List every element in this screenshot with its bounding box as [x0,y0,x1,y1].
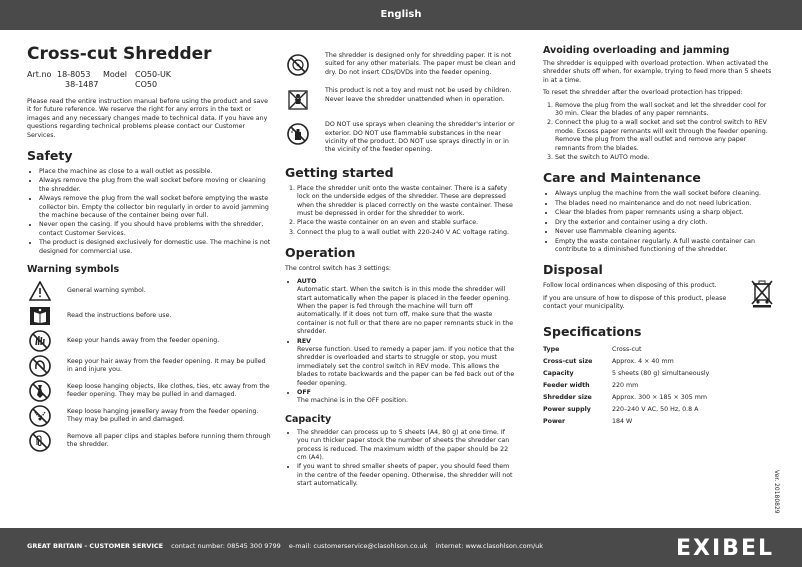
crossed-bin-icon [749,278,775,308]
spec-key: Capacity [543,369,574,377]
warning-row [27,404,271,428]
table-row [543,380,775,392]
specs-heading: Specifications [543,323,642,339]
warning-text: Keep your hair away from the feeder opening. It may be pulled in and injure you. [67,357,266,374]
specs-table [543,344,775,428]
list-item [297,338,517,388]
warning-row [27,279,271,303]
no-tie-icon [27,380,53,402]
list-item: 1. Remove the plug from the wall socket and let the shredder cool for 30 min. Clear the blades of any paper remnants. [555,102,775,119]
no-cd-icon [285,54,311,76]
disposal-text [543,282,737,315]
footer-service: GREAT BRITAIN - CUSTOMER SERVICE [27,542,164,550]
disposal-section [543,282,775,315]
warning-text: Keep loose hanging objects, like clothes, ties, etc away from the feeder opening. They may be pulled in and damaged. [67,382,270,399]
footer-contact [27,542,549,550]
list-item: • Always remove the plug from the wall socket before emptying the waste collector bin. Empty the collector bin regularly in order to avoid jamming the machine because of the container being over full. [39,195,271,220]
list-item [297,389,517,406]
article-numbers [27,70,271,90]
table-row [543,416,775,428]
spec-key: Power [543,417,566,425]
disposal-heading: Disposal [543,262,603,278]
spec-key: Feeder width [543,381,590,389]
model-1: CO50-UK [135,70,172,79]
safety-list [27,168,271,256]
table-row [543,356,775,368]
mode-name: AUTO [297,277,317,285]
list-item: • Always remove the plug from the wall socket before moving or cleaning the shredder. [39,177,271,194]
list-item: • Dry the exterior and container using a dry cloth. [555,219,775,227]
warning-text: Keep your hands away from the feeder opening. [67,336,220,344]
model-2: CO50 [135,80,158,89]
model-label: Model [103,70,128,79]
disposal-p1: Follow local ordinances when disposing of this product. [543,282,717,290]
artno-1: 18-8053 [57,70,91,79]
list-item: • The blades need no maintenance and do not need lubrication. [555,200,775,208]
artno-2: 38-1487 [65,80,99,89]
mode-text: Reverse function. Used to remedy a paper jam. If you notice that the shredder is overloaded and starts to struggle or stop, you must immediately set the control switch in REV mode. This allows the blades to rotate backwards and the paper can be fed back out of the feeder opening. [297,345,515,387]
language-header: English [0,0,802,30]
table-row [543,368,775,380]
overload-text: The shredder is equipped with overload protection. When activated the shredder shuts off when, for example, trying to feed more than 5 sheets in at a time. [543,60,772,84]
table-row [543,392,775,404]
no-jewellery-icon [27,405,53,427]
list-item: • Never open the casing. If you should have problems with the shredder, contact Customer Services. [39,221,271,238]
footer-phone: contact number: 08545 300 9799 [171,542,281,550]
spec-value: 220–240 V AC, 50 Hz, 0.8 A [612,405,699,413]
warning-row [285,121,517,155]
spec-value: 184 W [612,417,633,425]
list-item: • The product is designed exclusively for domestic use. The machine is not designed for commercial use. [39,239,271,256]
artno-label: Art.no [27,70,52,79]
table-row [543,344,775,356]
list-item: 3. Connect the plug to a wall outlet with 220-240 V AC voltage rating. [297,229,517,237]
spec-key: Power supply [543,405,591,413]
spec-value: Approx. 300 × 185 × 305 mm [612,393,708,401]
list-item: 2. Place the waste container on an even and stable surface. [297,219,517,227]
overload-steps [543,102,775,163]
mode-text: The machine is in the OFF position. [297,397,409,405]
general-warning-icon [27,280,53,302]
mode-name: OFF [297,388,311,396]
list-item: • If you want to shred smaller sheets of paper, you should feed them in the centre of the feeder opening. Otherwise, the shredder will not start automatically. [297,463,517,488]
list-item: • The shredder can process up to 5 sheets (A4, 80 g) at one time. If you run thicker paper stock the number of sheets the shredder can process is reduced. The maximum width of the paper should be 22 cm (A4). [297,429,517,463]
table-row [543,404,775,416]
getting-started-list [285,185,517,237]
safety-heading: Safety [27,148,73,164]
list-item: • Empty the waste container regularly. A full waste container can contribute to a diminished functioning of the shredder. [555,238,775,255]
warning-text: The shredder is designed only for shredding paper. It is not suited for any other materials. The paper must be clean and dry. Do not insert CDs/DVDs into the feeder opening. [325,52,516,76]
spec-value: 220 mm [612,381,639,389]
spec-key: Shredder size [543,393,592,401]
warning-row [27,429,271,453]
warning-row [27,329,271,353]
warning-text: Keep loose hanging jewellery away from the feeder opening. They may be pulled in and damaged. [67,407,259,424]
mode-name: REV [297,337,312,345]
version-label: Ver. 20180829 [773,470,780,514]
spec-key: Type [543,345,560,353]
warning-text: DO NOT use sprays when cleaning the shredder's interior or exterior. DO NOT use flammable substances in the near vicinity of the product. DO NOT use sprays directly in or in the vicinity of the feeder opening. [325,121,515,154]
spec-key: Cross-cut size [543,357,593,365]
disposal-p2: If you are unsure of how to dispose of this product, please contact your municipality. [543,294,727,311]
warning-text: General warning symbol. [67,286,146,294]
list-item: 2. Connect the plug to a wall socket and set the control switch to REV mode. Excess paper remnants will exit through the feeder opening. Remove the plug from the wall outlet and remove any paper remnants from the blades. [555,119,775,153]
warning-row [27,379,271,403]
list-item: 3. Set the switch to AUTO mode. [555,154,775,162]
warning-heading: Warning symbols [27,264,120,276]
operation-heading: Operation [285,245,356,261]
operation-modes [285,278,517,406]
brand-logo: EXIBEL [676,536,774,561]
list-item: • Never use flammable cleaning agents. [555,228,775,236]
capacity-list [285,429,517,489]
list-item: • Always unplug the machine from the wall socket before cleaning. [555,190,775,198]
warning-text: Remove all paper clips and staples before running them through the shredder. [67,432,271,449]
column-right [543,44,775,428]
footer [0,528,802,567]
care-heading: Care and Maintenance [543,170,701,186]
column-left [27,44,271,454]
mode-text: Automatic start. When the switch is in this mode the shredder will start automatically when the paper is placed in the feeder opening. When the paper is fed through the machine will turn off automatically. If it does not turn off, make sure that the waste container is not full or that there are no paper remnants stuck in the shredder. [297,286,514,336]
footer-email: e-mail: customerservice@clasohlson.co.uk [288,542,428,550]
warning-row [285,87,517,111]
warning-row [27,304,271,328]
no-spray-icon [285,123,311,145]
care-list [543,190,775,254]
no-hair-icon [27,355,53,377]
operation-intro: The control switch has 3 settings: [285,265,392,273]
spec-value: Cross-cut [612,345,642,353]
capacity-heading: Capacity [285,413,332,425]
overload-heading: Avoiding overloading and jamming [543,45,730,56]
column-middle [285,52,517,493]
list-item [297,278,517,337]
no-children-icon [285,89,311,111]
spec-value: 5 sheets (80 g) simultaneously [612,369,710,377]
overload-reset-text: To reset the shredder after the overload protection has tripped: [543,89,743,97]
warning-row [27,354,271,378]
no-hands-icon [27,330,53,352]
footer-internet: internet: www.clasohlson.com/uk [435,542,544,550]
read-manual-icon [27,305,53,327]
warning-row [285,52,517,77]
page-title: Cross-cut Shredder [27,44,212,64]
warning-text: Read the instructions before use. [67,311,172,319]
list-item: • Place the machine as close to a wall outlet as possible. [39,168,271,176]
list-item: • Clear the blades from paper remnants using a sharp object. [555,209,775,217]
warning-text: This product is not a toy and must not be used by children. Never leave the shredder unattended when in operation. [325,87,512,103]
list-item: 1. Place the shredder unit onto the waste container. There is a safety lock on the underside edges of the shredder. These are depressed when the shredder is placed correctly on the waste container. These must be depressed in order for the shredder to work. [297,185,517,219]
intro-text: Please read the entire instruction manual before using the product and save it for future reference. We reserve the right for any errors in the text or images and any necessary changes made to technical data. If you have any questions regarding technical problems please contact our Customer Services. [27,98,268,139]
getting-started-heading: Getting started [285,164,394,180]
no-clips-icon [27,430,53,452]
spec-value: Approx. 4 × 40 mm [612,357,674,365]
